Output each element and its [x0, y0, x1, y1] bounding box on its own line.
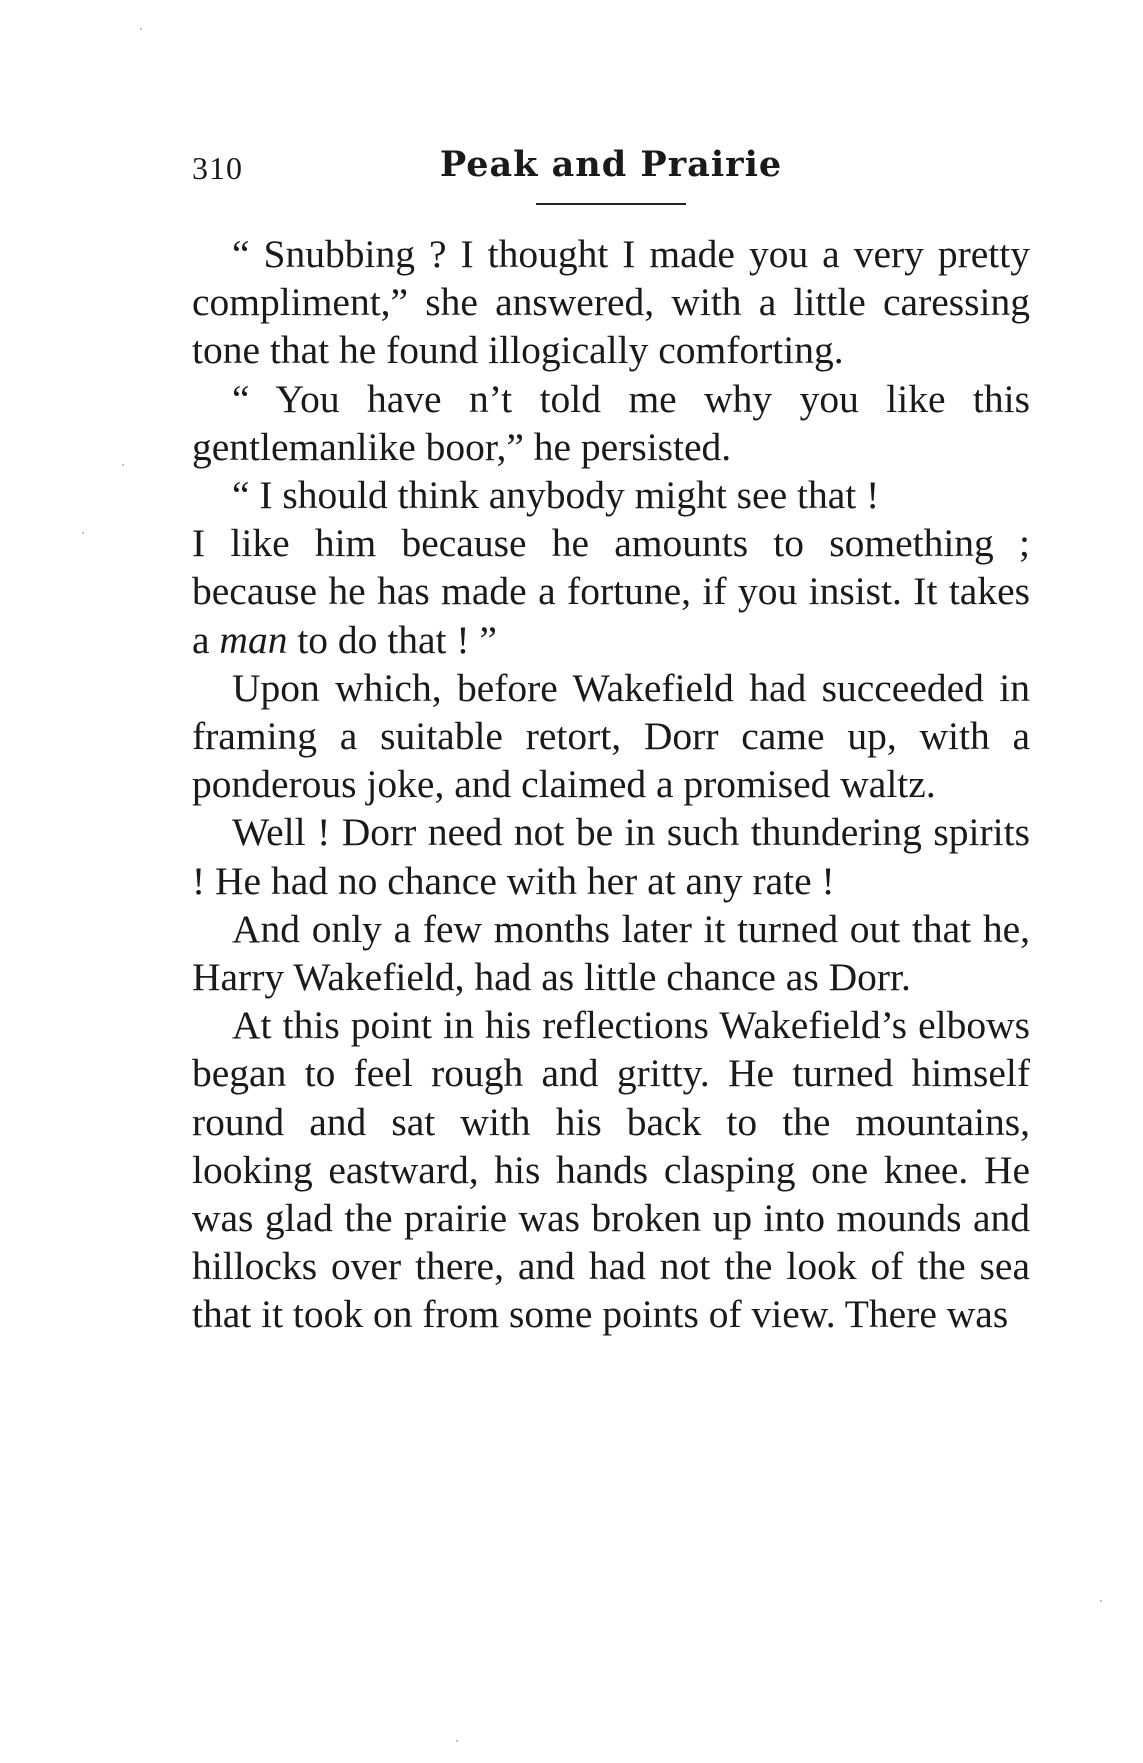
paragraph	[192, 519, 1030, 664]
paper-speck	[456, 1740, 458, 1742]
running-title: Peak and Prairie	[439, 144, 783, 185]
paper-speck	[1100, 1600, 1102, 1602]
paragraph: And only a few months later it turned out that he, Harry Wakefield, had as little chance as Dorr.	[192, 906, 1030, 1000]
paragraph-text: to do that ! ”	[297, 617, 497, 662]
emphasized-word: man	[219, 617, 288, 662]
paragraph-text: I like him because he amounts to something ; because he has made a fortune, if you insist. It takes a	[192, 521, 1030, 662]
paragraph: At this point in his reflections Wakefield’s elbows began to feel rough and gritty. He turned himself round and sat with his back to the mountains, looking eastward, his hands clasping one knee. He was glad the prairie was broken up into mounds and hillocks over there, and had not the look of the sea that it took on from some points of view. There was	[192, 1003, 1030, 1337]
page-number: 310	[192, 150, 243, 186]
header-rule	[536, 203, 686, 205]
body-text	[192, 230, 1030, 1339]
page-header	[192, 140, 1030, 200]
paragraph: Well ! Dorr need not be in such thundering spirits ! He had no chance with her at any rate !	[192, 810, 1030, 903]
paper-speck	[140, 28, 142, 30]
paragraph: Upon which, before Wakefield had succeeded in framing a suitable retort, Dorr came up, with a ponderous joke, and claimed a promised waltz.	[192, 665, 1030, 807]
paragraph: “ Snubbing ? I thought I made you a very pretty compliment,” she answered, with a little caressing tone that he found illogically comforting.	[192, 232, 1030, 373]
paper-speck	[82, 532, 84, 534]
paper-speck	[122, 464, 124, 466]
paragraph: “ I should think anybody might see that !	[232, 473, 880, 518]
paragraph: “ You have n’t told me why you like this gentlemanlike boor,” he persisted.	[192, 376, 1030, 469]
